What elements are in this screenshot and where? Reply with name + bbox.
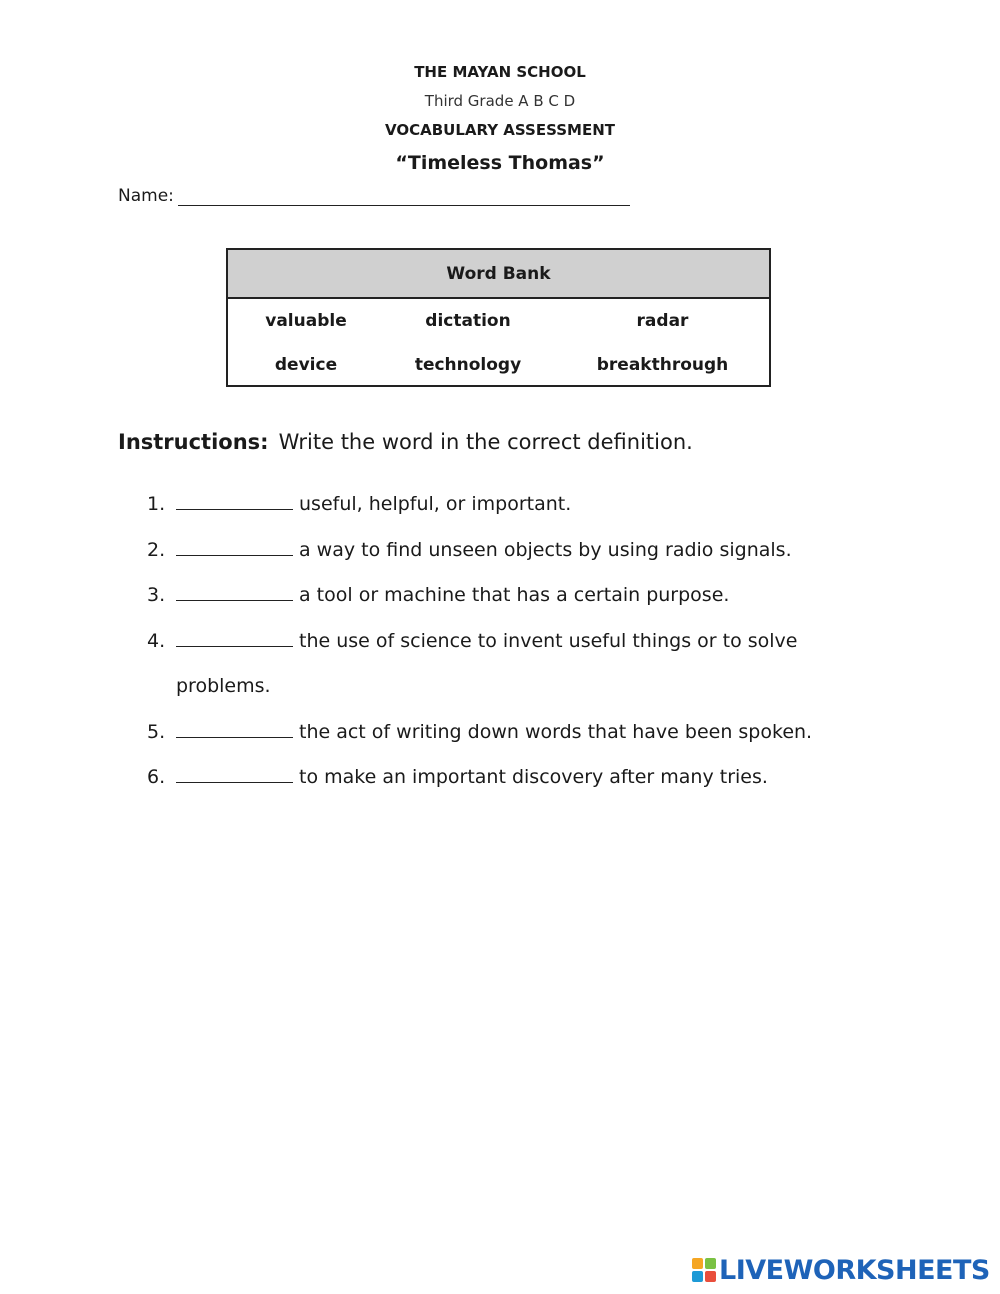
word-bank-row [228,343,769,387]
instructions-text: Write the word in the correct definition. [278,430,693,454]
liveworksheets-logo-icon [692,1258,716,1282]
word-bank-word: radar [636,311,689,331]
question-number: 1. [147,493,166,515]
logo-text: LIVEWORKSHEETS [719,1254,990,1286]
question-number: 4. [147,630,166,652]
question-item [147,492,571,515]
liveworksheets-logo [692,1255,990,1285]
answer-blank[interactable] [176,492,293,510]
word-bank-word: dictation [425,311,511,331]
question-item [147,720,812,743]
answer-blank[interactable] [176,583,293,601]
question-number: 2. [147,539,166,561]
word-bank-title: Word Bank [228,250,769,299]
answer-blank[interactable] [176,629,293,647]
word-bank-word: breakthrough [596,355,729,375]
question-text: to make an important discovery after many tries. [299,766,768,788]
question-item [147,538,792,561]
question-number: 3. [147,584,166,606]
question-number: 6. [147,766,166,788]
answer-blank[interactable] [176,538,293,556]
question-item [147,765,768,788]
word-bank-word: device [274,355,338,375]
question-item [147,629,798,652]
question-text: useful, helpful, or important. [299,493,572,515]
question-text: the act of writing down words that have been spoken. [299,721,813,743]
story-title: “Timeless Thomas” [395,152,605,174]
answer-blank[interactable] [176,720,293,738]
assessment-title: VOCABULARY ASSESSMENT [385,121,615,139]
name-row [118,186,630,206]
school-name: THE MAYAN SCHOOL [414,63,586,81]
question-text: a way to find unseen objects by using radio signals. [299,539,792,561]
name-input-line[interactable] [178,187,630,206]
word-bank-row [228,299,769,343]
question-item [147,583,729,606]
name-label: Name: [118,186,174,206]
instructions-label: Instructions: [118,430,269,454]
grade-line: Third Grade A B C D [424,92,576,110]
word-bank-word: valuable [265,311,347,331]
answer-blank[interactable] [176,765,293,783]
word-bank-word: technology [414,355,522,375]
instructions [118,430,693,454]
question-text: the use of science to invent useful things or to solve [299,630,798,652]
question-text: a tool or machine that has a certain purpose. [299,584,730,606]
question-text-continued: problems. [176,675,271,697]
word-bank [226,248,771,387]
question-number: 5. [147,721,166,743]
